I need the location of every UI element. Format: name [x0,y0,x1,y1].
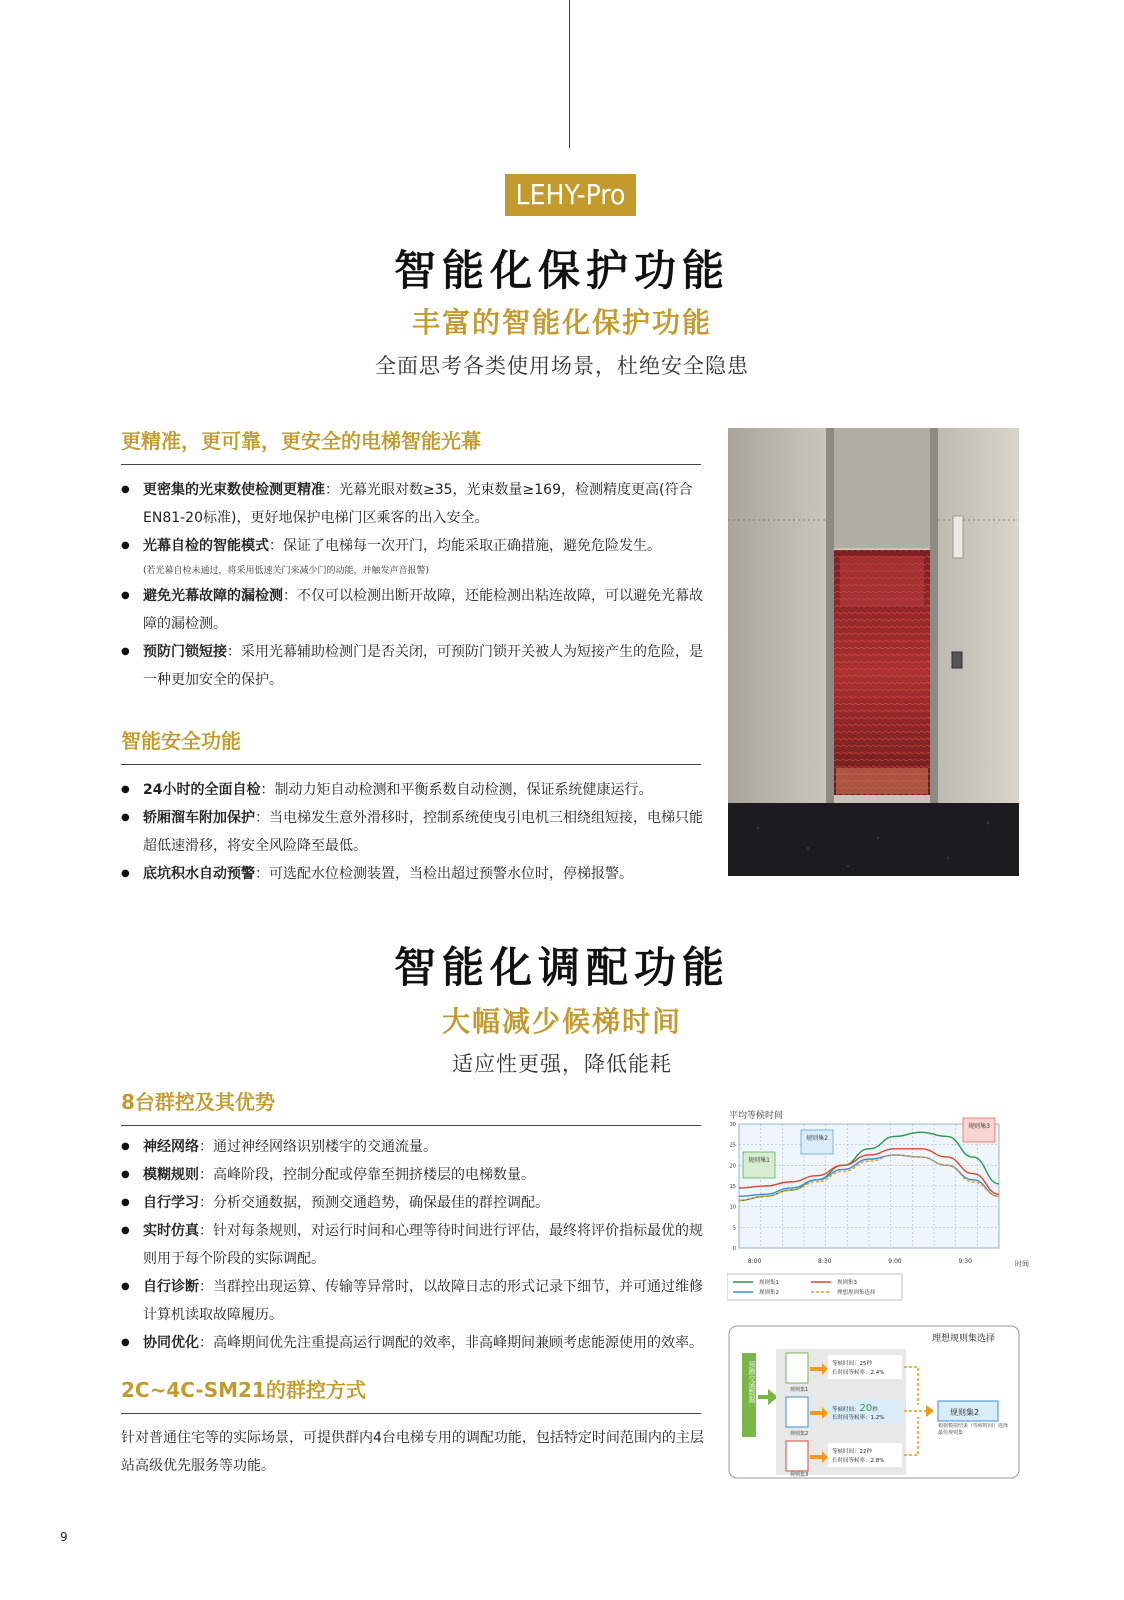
list-item: ● 避免光幕故障的漏检测：不仅可以检测出断开故障，还能检测出粘连故障，可以避免光幕故障的漏检测。 [121,582,711,638]
row-wait-time: 等候时间：25秒 [832,1361,872,1367]
chart-y-tick: 30 [729,1122,736,1128]
product-badge: LEHY-Pro [505,174,636,216]
sm21-text: 针对普通住宅等的实际场景，可提供群内4台电梯专用的调配功能，包括特定时间范围内的主层站高级优先服务等功能。 [121,1430,704,1474]
safety-heading: 智能安全功能 [121,725,701,765]
chart-legend-box [727,1274,902,1300]
safety-list [121,776,711,888]
curtain-heading: 更精准，更可靠，更安全的电梯智能光幕 [121,425,701,465]
rule-selection-diagram [728,1325,1020,1479]
row-wait-big: 20 [859,1403,873,1414]
chart-legend-label: 规则集2 [759,1290,779,1296]
chart-annotation-box [801,1130,833,1154]
chart-xlabel: 时间 [1015,1260,1029,1268]
chart-title: 平均等候时间 [729,1111,784,1121]
list-item: ● 轿厢溜车附加保护：当电梯发生意外滑移时，控制系统使曳引电机三相绕组短接，电梯只能超低速滑移，将安全风险降至最低。 [121,804,711,860]
chart-y-tick: 0 [732,1246,736,1252]
list-item: ● 协同优化：高峰期间优先注重提高运行调配的效率，非高峰期间兼顾考虑能源使用的效率。 [121,1329,711,1357]
row-wait-suffix: 秒 [872,1407,878,1413]
list-item: ● 神经网络：通过神经网络识别楼宇的交通流量。 [121,1133,711,1161]
row-wait-time: 等候时间：22秒 [832,1449,872,1455]
rule-set-label: 规则集3 [790,1472,809,1478]
chart-annotation-label: 规则集3 [968,1123,990,1130]
curtain-note: (若光幕自检未通过，将采用低速关门来减少门的动能，并触发声音报警) [143,566,430,576]
section2-tagline: 适应性更强，降低能耗 [452,1052,672,1076]
chart-x-tick: 8:30 [818,1258,832,1265]
list-item: ● 光幕自检的智能模式：保证了电梯每一次开门，均能采取正确措施，避免危险发生。 (若光幕自检未通过，将采用低速关门来减少门的动能，并触发声音报警) [121,532,711,582]
list-item: ● 24小时的全面自检：制动力矩自动检测和平衡系数自动检测，保证系统健康运行。 [121,776,711,804]
list-item: ● 模糊规则：高峰阶段，控制分配或停靠至拥挤楼层的电梯数量。 [121,1161,711,1189]
group8-list [121,1133,711,1357]
chart-y-tick: 10 [729,1204,736,1211]
waiting-time-chart [727,1108,1033,1320]
chart-x-tick: 9:00 [888,1258,902,1265]
chart-legend-label: 规则集1 [759,1280,779,1286]
section1-tagline: 全面思考各类使用场景，杜绝安全隐患 [375,354,749,378]
chart-y-tick: 5 [732,1225,736,1232]
section1-title: 智能化保护功能 [393,246,730,295]
chart-y-tick: 15 [729,1184,736,1190]
chart-y-tick: 20 [729,1163,736,1170]
sm21-heading: 2C~4C-SM21的群控方式 [121,1374,701,1414]
chart-x-tick: 8:00 [747,1258,762,1265]
elevator-photo [728,428,1019,876]
result-rule-set: 规则集2 [950,1408,980,1417]
section1-subtitle: 丰富的智能化保护功能 [411,306,712,339]
row-long-wait: 长时间等候率：2.4% [832,1370,885,1376]
list-item: ● 更密集的光束数使检测更精准：光幕光眼对数≥35，光束数量≥169，检测精度更高(符合EN81-20标准)，更好地保护电梯门区乘客的出入安全。 [121,476,711,532]
top-divider-line [569,0,570,148]
chart-annotation-label: 规则集1 [748,1157,770,1164]
diagram-left-label: 预测交通数据 [748,1361,756,1403]
chart-annotation-box [963,1118,995,1142]
chart-annotation-label: 规则集2 [806,1135,828,1142]
list-item: ● 自行诊断：当群控出现运算、传输等异常时，以故障日志的形式记录下细节，并可通过维修计算机读取故障履历。 [121,1273,711,1329]
chart-y-tick: 25 [729,1142,736,1149]
diagram-title: 理想规则集选择 [932,1334,996,1344]
section2-title: 智能化调配功能 [393,943,730,992]
section2-subtitle: 大幅减少候梯时间 [441,1005,682,1038]
row-long-wait: 长时间等候率：1.2% [832,1415,885,1421]
list-item: ● 预防门锁短接：采用光幕辅助检测门是否关闭，可预防门锁开关被人为短接产生的危险，是一种更加安全的保护。 [121,638,711,694]
page-number: 9 [60,1530,68,1544]
row-long-wait: 长时间等候率：2.8% [832,1458,885,1464]
group8-heading: 8台群控及其优势 [121,1086,701,1126]
list-item: ● 底坑积水自动预警：可选配水位检测装置，当检出超过预警水位时，停梯报警。 [121,860,711,888]
chart-x-tick: 9:30 [958,1258,972,1265]
curtain-list [121,476,711,694]
row-wait-prefix: 等候时间： [832,1407,860,1413]
rule-set-label: 规则集2 [790,1431,809,1437]
rule-set-label: 规则集1 [790,1387,809,1393]
result-note: 根据模拟结果（等候时间）选择最佳规则集 [938,1423,1008,1436]
chart-legend-label: 理想规则集选择 [837,1290,876,1296]
chart-legend-label: 规则集3 [837,1280,857,1286]
chart-annotation-box [743,1152,775,1178]
list-item: ● 实时仿真：针对每条规则，对运行时间和心理等待时间进行评估，最终将评价指标最优的规则用于每个阶段的实际调配。 [121,1217,711,1273]
list-item: ● 自行学习：分析交通数据，预测交通趋势，确保最佳的群控调配。 [121,1189,711,1217]
